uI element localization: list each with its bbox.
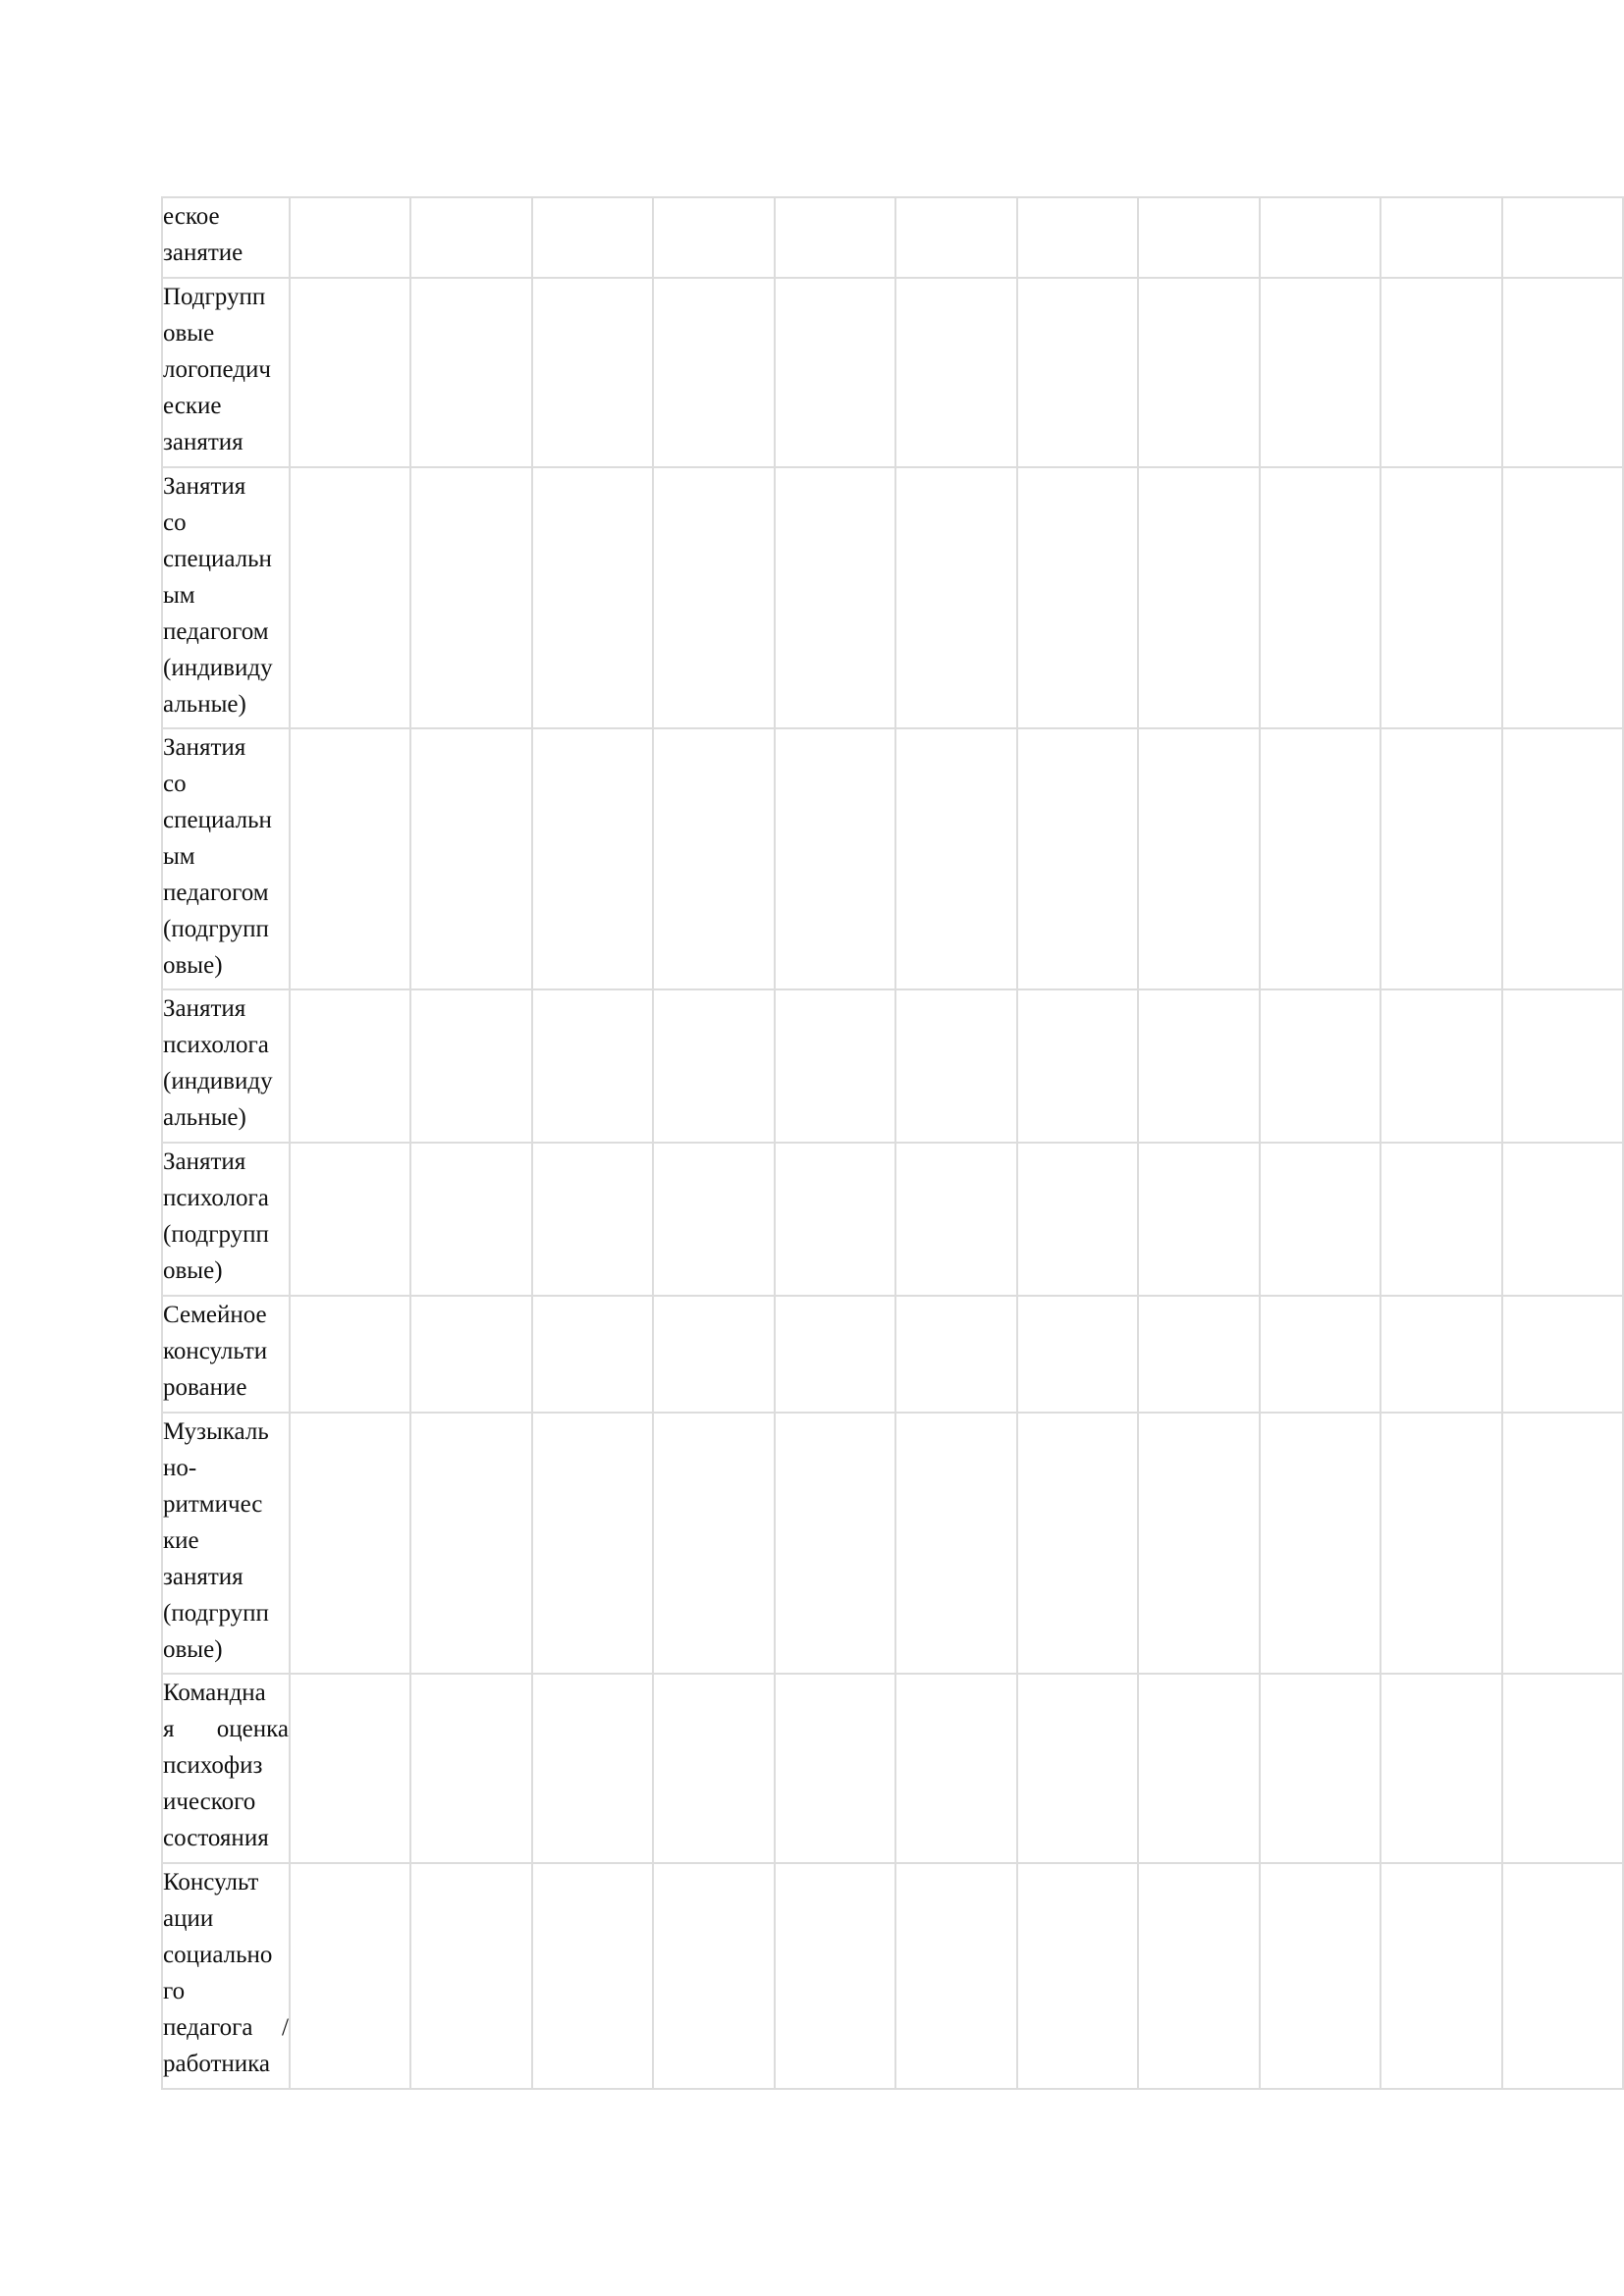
row-label-line: Занятия (163, 995, 246, 1022)
empty-cell (1502, 1863, 1624, 2089)
empty-cell (653, 1413, 774, 1674)
empty-cell (775, 1863, 895, 2089)
empty-cell (532, 467, 653, 728)
empty-cell (775, 278, 895, 467)
empty-cell (1138, 197, 1259, 278)
empty-cell (1260, 197, 1380, 278)
row-label-line: (индивиду (163, 655, 273, 681)
empty-cell (1380, 1413, 1501, 1674)
empty-cell (775, 1296, 895, 1413)
empty-cell (532, 1143, 653, 1296)
row-label-line: Командна (163, 1680, 266, 1706)
empty-cell (1380, 989, 1501, 1143)
row-label-line: занятия (163, 429, 244, 455)
empty-cell (1138, 728, 1259, 989)
empty-cell (1260, 728, 1380, 989)
row-label-line: психолога (163, 1185, 269, 1211)
row-label-cell (162, 197, 290, 278)
row-label-line: психолога (163, 1032, 269, 1058)
table-row (162, 1296, 1623, 1413)
row-label-line: (индивиду (163, 1068, 273, 1095)
row-label-line: го (163, 1978, 186, 2004)
empty-cell (410, 1143, 531, 1296)
row-label-line: психофиз (163, 1752, 263, 1779)
row-label-line: специальн (163, 807, 272, 833)
empty-cell (1017, 467, 1138, 728)
table-row (162, 989, 1623, 1143)
empty-cell (775, 197, 895, 278)
empty-cell (653, 197, 774, 278)
empty-cell (1138, 1413, 1259, 1674)
row-label-cell (162, 1413, 290, 1674)
empty-cell (1502, 728, 1624, 989)
empty-cell (532, 1413, 653, 1674)
empty-cell (532, 1674, 653, 1863)
table-body (162, 197, 1623, 2089)
empty-cell (410, 467, 531, 728)
empty-cell (290, 467, 410, 728)
empty-cell (532, 278, 653, 467)
empty-cell (1138, 1863, 1259, 2089)
empty-cell (775, 989, 895, 1143)
empty-cell (1017, 989, 1138, 1143)
empty-cell (1017, 197, 1138, 278)
empty-cell (1138, 1296, 1259, 1413)
empty-cell (1260, 1863, 1380, 2089)
row-label-line: овые) (163, 1636, 223, 1663)
row-label-cell (162, 989, 290, 1143)
empty-cell (895, 728, 1016, 989)
empty-cell (1017, 1413, 1138, 1674)
empty-cell (410, 1674, 531, 1863)
empty-cell (290, 278, 410, 467)
row-label-cell (162, 1296, 290, 1413)
row-label-line: овые) (163, 1257, 223, 1284)
table-row (162, 278, 1623, 467)
table-row (162, 1863, 1623, 2089)
empty-cell (290, 1143, 410, 1296)
empty-cell (1138, 1674, 1259, 1863)
row-label-line: рование (163, 1374, 247, 1401)
empty-cell (1502, 1413, 1624, 1674)
row-label-line: овые) (163, 952, 223, 979)
empty-cell (410, 989, 531, 1143)
empty-cell (1017, 1143, 1138, 1296)
empty-cell (290, 989, 410, 1143)
empty-cell (290, 197, 410, 278)
row-label-line: Музыкаль (163, 1418, 269, 1445)
row-label-line: Занятия (163, 734, 246, 761)
row-label-line: педагогом (163, 618, 269, 645)
empty-cell (653, 467, 774, 728)
empty-cell (653, 1296, 774, 1413)
row-label-line: овые (163, 320, 215, 347)
row-label-line: альные) (163, 1104, 246, 1131)
empty-cell (410, 1863, 531, 2089)
empty-cell (1138, 1143, 1259, 1296)
empty-cell (410, 278, 531, 467)
empty-cell (290, 1413, 410, 1674)
empty-cell (1260, 989, 1380, 1143)
empty-cell (653, 1143, 774, 1296)
empty-cell (895, 1143, 1016, 1296)
empty-cell (653, 1863, 774, 2089)
row-label-line: занятие (163, 240, 244, 266)
row-label-line: логопедич (163, 356, 271, 383)
empty-cell (1017, 728, 1138, 989)
row-label-cell (162, 278, 290, 467)
row-label-line: специальн (163, 546, 272, 572)
row-label-line: работника (163, 2051, 271, 2077)
empty-cell (775, 1413, 895, 1674)
empty-cell (895, 278, 1016, 467)
empty-cell (1502, 278, 1624, 467)
empty-cell (532, 1296, 653, 1413)
empty-cell (895, 1413, 1016, 1674)
row-label-line: Занятия (163, 1148, 246, 1175)
empty-cell (1380, 1674, 1501, 1863)
empty-cell (895, 1863, 1016, 2089)
row-label-line: занятия (163, 1564, 244, 1590)
empty-cell (1380, 467, 1501, 728)
empty-cell (1502, 197, 1624, 278)
row-label-line: со (163, 509, 187, 536)
row-label-line: еское (163, 203, 220, 230)
empty-cell (410, 1296, 531, 1413)
row-label-line: альные) (163, 691, 246, 718)
empty-cell (895, 467, 1016, 728)
empty-cell (1380, 1296, 1501, 1413)
empty-cell (895, 1674, 1016, 1863)
row-label-line: консульти (163, 1338, 268, 1364)
empty-cell (1502, 1674, 1624, 1863)
empty-cell (653, 989, 774, 1143)
row-label-cell (162, 1674, 290, 1863)
empty-cell (1380, 278, 1501, 467)
row-label-cell (162, 728, 290, 989)
empty-cell (290, 1296, 410, 1413)
row-label-line: социально (163, 1942, 273, 1968)
table-row (162, 728, 1623, 989)
empty-cell (532, 728, 653, 989)
empty-cell (1138, 278, 1259, 467)
row-label-cell (162, 1143, 290, 1296)
empty-cell (1138, 989, 1259, 1143)
empty-cell (290, 728, 410, 989)
table-row (162, 197, 1623, 278)
empty-cell (653, 278, 774, 467)
empty-cell (1380, 728, 1501, 989)
empty-cell (775, 467, 895, 728)
row-label-line: ым (163, 582, 195, 609)
empty-cell (1260, 1674, 1380, 1863)
row-label-line: (подгрупп (163, 1221, 269, 1248)
table-row (162, 467, 1623, 728)
empty-cell (410, 197, 531, 278)
empty-cell (1502, 467, 1624, 728)
row-label-line: но- (163, 1455, 197, 1481)
empty-cell (290, 1863, 410, 2089)
row-label-line: еские (163, 393, 222, 419)
row-label-line: Занятия (163, 473, 246, 500)
empty-cell (532, 989, 653, 1143)
table-row (162, 1143, 1623, 1296)
empty-cell (1017, 1674, 1138, 1863)
row-label-line: Подгрупп (163, 284, 266, 310)
empty-cell (1017, 1296, 1138, 1413)
empty-cell (1017, 1863, 1138, 2089)
empty-cell (1260, 1413, 1380, 1674)
empty-cell (532, 197, 653, 278)
empty-cell (1138, 467, 1259, 728)
row-label-line: ического (163, 1789, 256, 1815)
empty-cell (895, 989, 1016, 1143)
row-label-cell (162, 467, 290, 728)
empty-cell (1380, 1863, 1501, 2089)
row-label-line: кие (163, 1527, 199, 1554)
row-label-line: ации (163, 1905, 214, 1932)
row-label-line: Семейное (163, 1302, 267, 1328)
empty-cell (1502, 1143, 1624, 1296)
empty-cell (653, 1674, 774, 1863)
row-label-line: ым (163, 843, 195, 870)
empty-cell (532, 1863, 653, 2089)
table-row (162, 1413, 1623, 1674)
empty-cell (1380, 1143, 1501, 1296)
row-label-line: я оценка (163, 1716, 289, 1742)
empty-cell (410, 1413, 531, 1674)
empty-cell (653, 728, 774, 989)
row-label-line: педагогом (163, 880, 269, 906)
row-label-line: педагога / (163, 2014, 289, 2041)
schedule-table (161, 196, 1624, 2090)
row-label-line: ритмичес (163, 1491, 263, 1518)
row-label-line: (подгрупп (163, 1600, 269, 1627)
empty-cell (290, 1674, 410, 1863)
empty-cell (895, 197, 1016, 278)
empty-cell (1502, 989, 1624, 1143)
row-label-line: Консульт (163, 1869, 259, 1896)
empty-cell (895, 1296, 1016, 1413)
empty-cell (410, 728, 531, 989)
empty-cell (775, 728, 895, 989)
row-label-line: со (163, 771, 187, 797)
row-label-line: (подгрупп (163, 916, 269, 942)
empty-cell (775, 1143, 895, 1296)
empty-cell (1260, 1143, 1380, 1296)
row-label-cell (162, 1863, 290, 2089)
empty-cell (1260, 1296, 1380, 1413)
empty-cell (1260, 467, 1380, 728)
empty-cell (1502, 1296, 1624, 1413)
table-row (162, 1674, 1623, 1863)
row-label-line: состояния (163, 1825, 269, 1851)
empty-cell (1260, 278, 1380, 467)
empty-cell (1017, 278, 1138, 467)
empty-cell (1380, 197, 1501, 278)
empty-cell (775, 1674, 895, 1863)
